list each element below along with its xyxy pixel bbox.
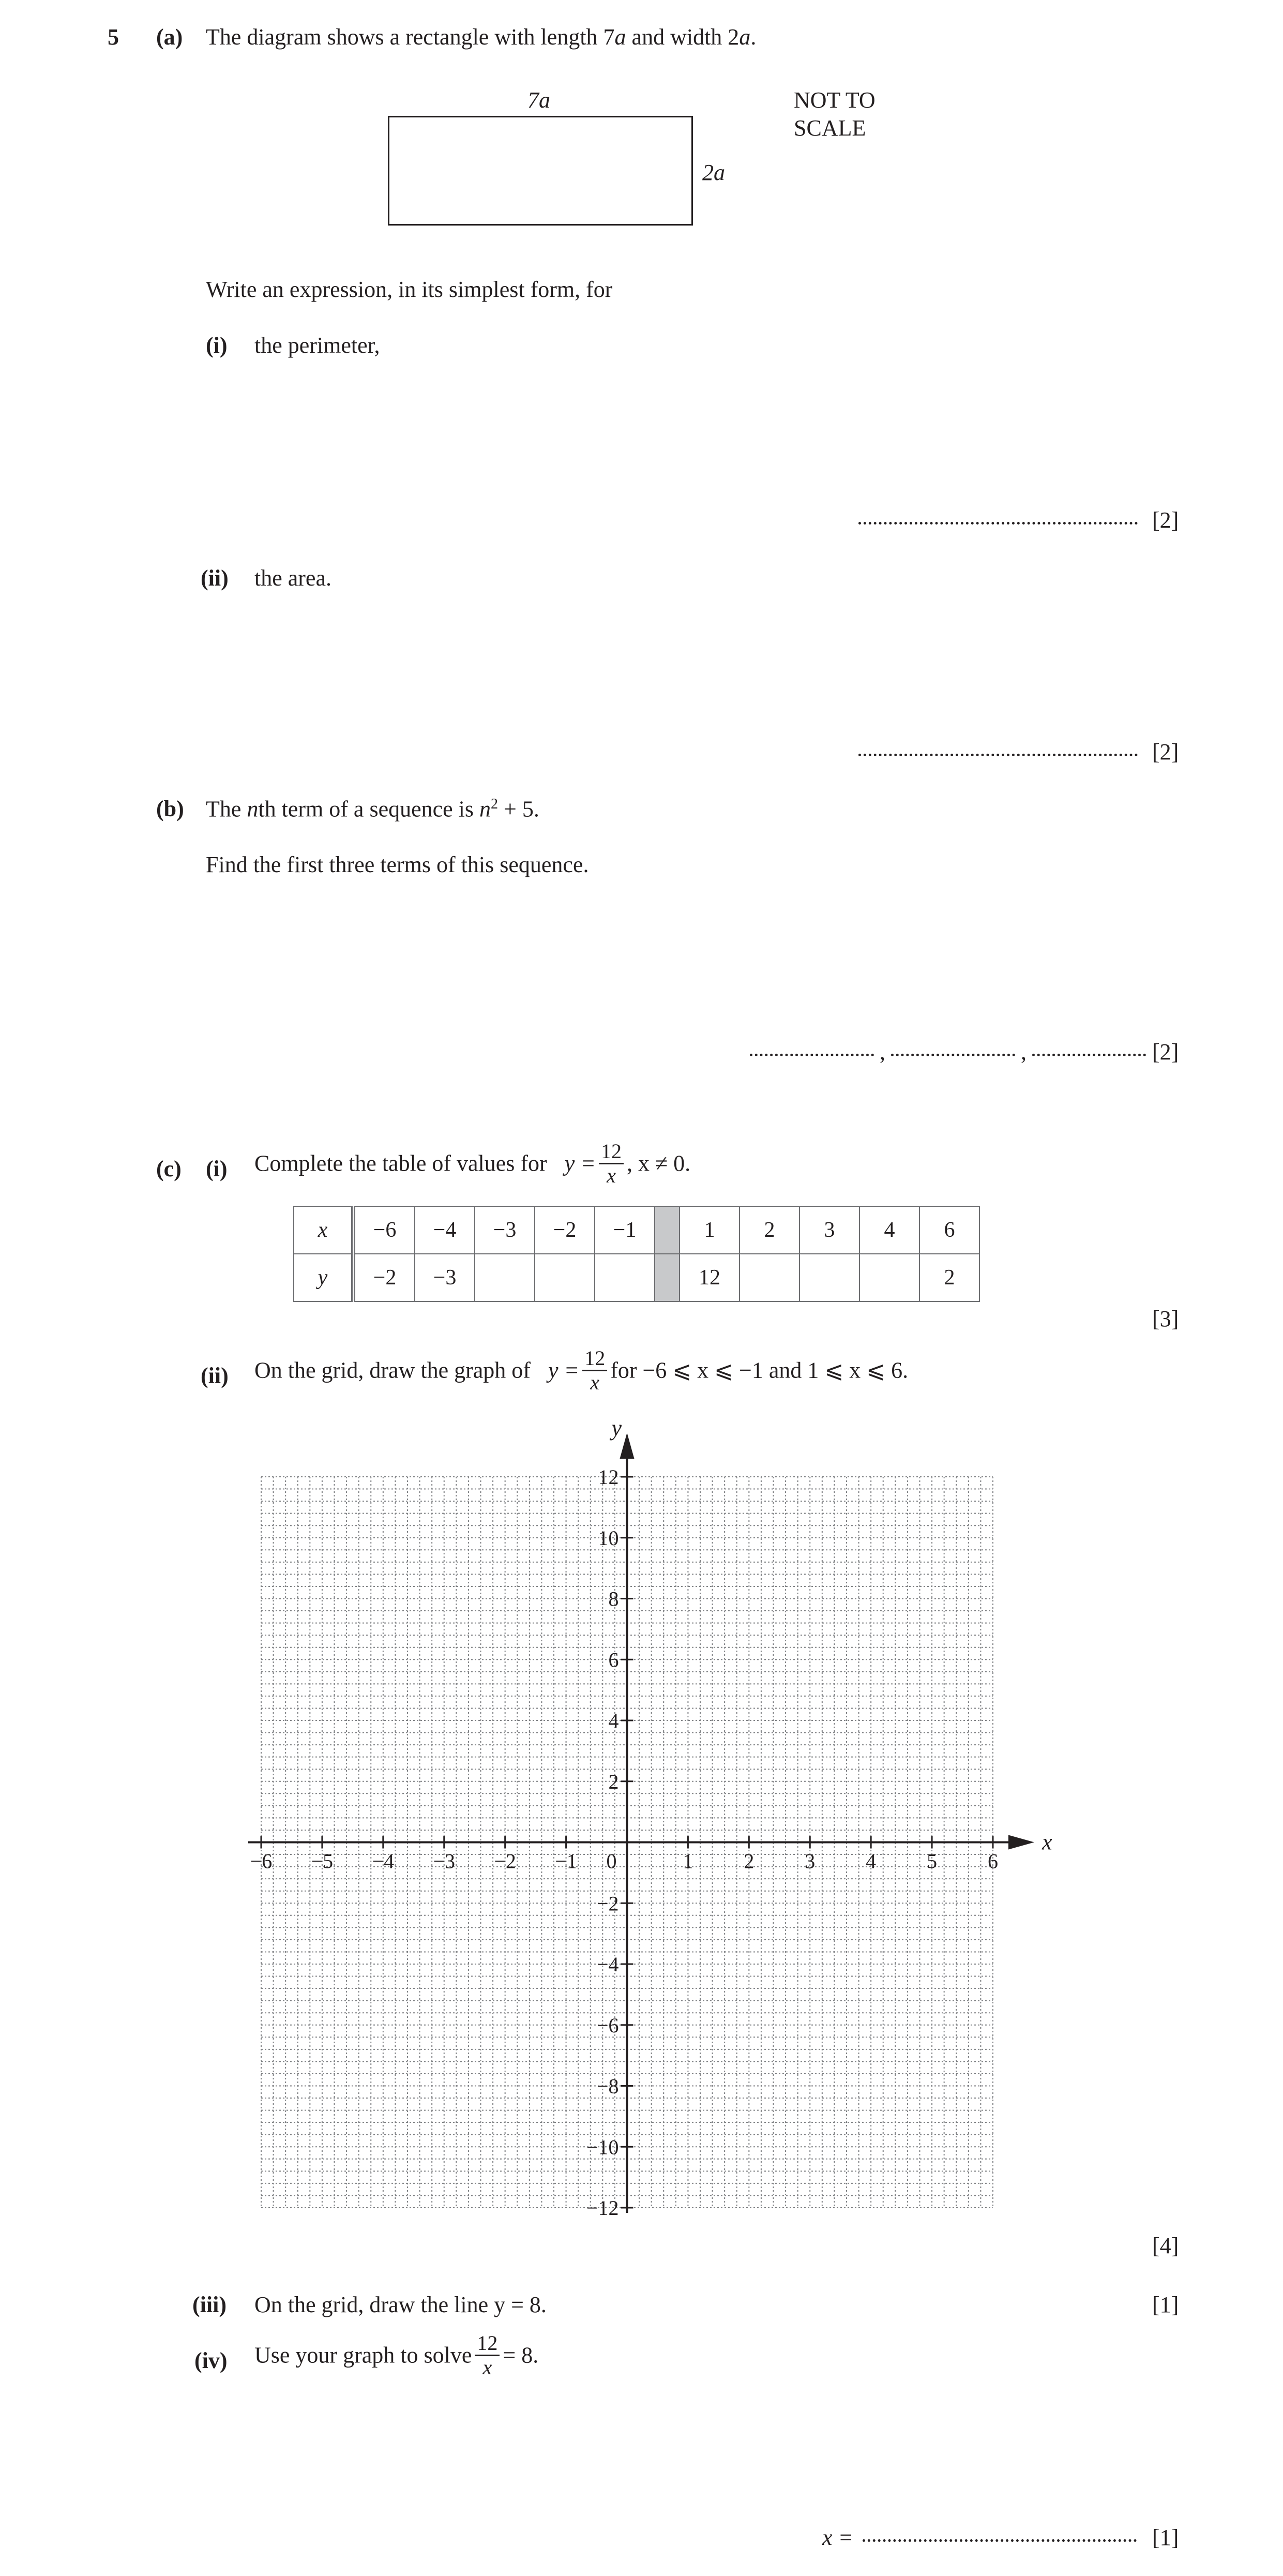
y-tick-label: −10 bbox=[586, 2135, 619, 2159]
part-a-label: (a) bbox=[156, 24, 183, 50]
table-cell-y: −3 bbox=[415, 1254, 475, 1301]
y-tick-label: 4 bbox=[608, 1709, 619, 1732]
part-a-i-label: (i) bbox=[206, 333, 228, 358]
part-c-iv-label: (iv) bbox=[194, 2348, 228, 2373]
x-tick-label: 6 bbox=[988, 1849, 998, 1873]
part-c-ii-text: On the grid, draw the graph of y = $\frac{12}{x}$ for −6 ⩽ x ⩽ −1 and 1 ⩽ x ⩽ 6. bbox=[254, 1346, 909, 1394]
table-header-x: x bbox=[294, 1206, 353, 1254]
y-axis-arrow-icon bbox=[620, 1433, 635, 1459]
table-cell-x: 6 bbox=[919, 1206, 979, 1254]
x-tick-label: 0 bbox=[606, 1849, 617, 1873]
not-to-scale-line1: NOT TO bbox=[794, 87, 876, 113]
part-b-label: (b) bbox=[156, 796, 184, 821]
x-tick-label: −1 bbox=[555, 1849, 577, 1873]
not-to-scale-line2: SCALE bbox=[794, 115, 866, 141]
table-cell-x: −1 bbox=[595, 1206, 655, 1254]
part-a-intro: The diagram shows a rectangle with length 7a and width 2a. bbox=[206, 24, 757, 50]
x-tick-label: 1 bbox=[683, 1849, 693, 1873]
x-tick-label: −5 bbox=[311, 1849, 334, 1873]
table-cell-y: 2 bbox=[919, 1254, 979, 1301]
x-tick-label: 4 bbox=[866, 1849, 877, 1873]
part-c-ii-label: (ii) bbox=[201, 1363, 229, 1388]
answer-prefix-c-iv: x = bbox=[822, 2525, 854, 2550]
x-tick-label: −6 bbox=[250, 1849, 273, 1873]
table-cell-x: 1 bbox=[680, 1206, 739, 1254]
table-cell-y: −2 bbox=[353, 1254, 415, 1301]
part-b-instruction: Find the first three terms of this sequence. bbox=[206, 852, 589, 877]
marks-c-iv: [1] bbox=[1152, 2525, 1179, 2550]
part-b-text: The nth term of a sequence is $n^2 + 5$. bbox=[206, 796, 539, 822]
table-cell-x: −3 bbox=[475, 1206, 535, 1254]
part-a-i-text: the perimeter, bbox=[254, 333, 380, 358]
y-tick-label: −6 bbox=[596, 2013, 619, 2037]
x-axis-arrow-icon bbox=[1008, 1835, 1034, 1850]
x-tick-label: 3 bbox=[805, 1849, 816, 1873]
table-cell-x: 4 bbox=[859, 1206, 919, 1254]
y-tick-label: −4 bbox=[596, 1953, 619, 1976]
part-a-ii-text: the area. bbox=[254, 565, 331, 591]
table-cell-x: −2 bbox=[535, 1206, 595, 1254]
rectangle-length-label: 7a bbox=[527, 87, 550, 113]
question-number: 5 bbox=[108, 24, 119, 50]
part-c-iii-label: (iii) bbox=[192, 2292, 227, 2317]
table-cell-y: 12 bbox=[680, 1254, 739, 1301]
marks-b: [2] bbox=[1152, 1039, 1179, 1065]
x-tick-label: −4 bbox=[372, 1849, 395, 1873]
table-cell-x: −4 bbox=[415, 1206, 475, 1254]
y-tick-label: 8 bbox=[608, 1587, 619, 1611]
y-tick-label: −8 bbox=[596, 2074, 619, 2098]
x-tick-label: 2 bbox=[744, 1849, 754, 1873]
table-cell-x: −6 bbox=[353, 1206, 415, 1254]
y-axis-label: y bbox=[611, 1415, 622, 1441]
answer-line-c-iv[interactable] bbox=[863, 2525, 1137, 2550]
part-a-ii-label: (ii) bbox=[201, 565, 229, 591]
rectangle-width-label: 2a bbox=[702, 160, 725, 185]
marks-c-i: [3] bbox=[1152, 1306, 1179, 1331]
part-c-i-label: (i) bbox=[206, 1156, 228, 1181]
y-tick-label: −2 bbox=[596, 1892, 619, 1915]
table-cell-x: 3 bbox=[799, 1206, 859, 1254]
part-c-iv-text: Use your graph to solve $\frac{12}{x}$ = 8. bbox=[254, 2331, 539, 2379]
table-cell-x: 2 bbox=[739, 1206, 799, 1254]
y-tick-label: 10 bbox=[598, 1526, 619, 1550]
answer-line-b[interactable]: , , bbox=[750, 1040, 1146, 1065]
marks-a-ii: [2] bbox=[1152, 739, 1179, 765]
marks-c-ii: [4] bbox=[1152, 2233, 1179, 2258]
y-tick-label: 12 bbox=[598, 1465, 619, 1489]
x-tick-label: −3 bbox=[433, 1849, 456, 1873]
table-header-y: y bbox=[294, 1254, 353, 1301]
part-a-instruction: Write an expression, in its simplest form, for bbox=[206, 277, 613, 302]
x-tick-label: −2 bbox=[494, 1849, 516, 1873]
x-tick-label: 5 bbox=[927, 1849, 938, 1873]
y-tick-label: 2 bbox=[608, 1770, 619, 1793]
marks-a-i: [2] bbox=[1152, 507, 1179, 533]
part-c-i-text: Complete the table of values for y = $\frac{12}{x}$ , x ≠ 0. bbox=[254, 1140, 691, 1187]
marks-c-iii: [1] bbox=[1152, 2292, 1179, 2317]
y-tick-label: −12 bbox=[586, 2196, 619, 2220]
part-c-iii-text: On the grid, draw the line y = 8. bbox=[254, 2292, 547, 2317]
x-axis-label: x bbox=[1042, 1829, 1052, 1855]
part-c-label: (c) bbox=[156, 1156, 182, 1181]
y-tick-label: 6 bbox=[608, 1648, 619, 1672]
